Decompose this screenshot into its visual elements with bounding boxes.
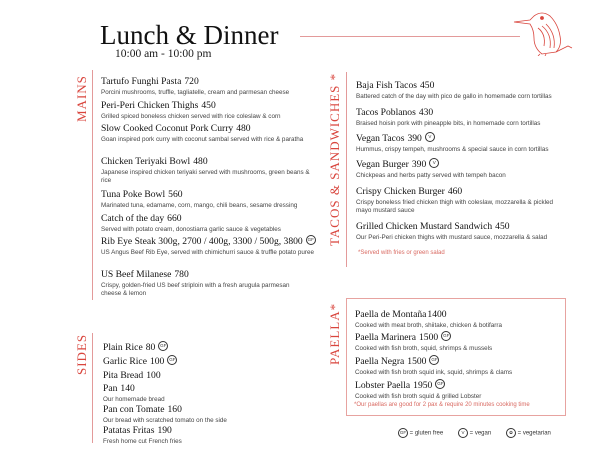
section-label-paella-text: PAELLA <box>327 310 342 365</box>
opening-hours: 10:00 am - 10:00 pm <box>115 48 212 60</box>
gluten-free-icon: GF <box>429 355 439 365</box>
item-price: 1500 <box>407 356 427 367</box>
tacos-rule <box>346 72 347 267</box>
item-price: 450 <box>201 100 216 111</box>
item-name: Pita Bread <box>103 370 144 381</box>
item-price: 780 <box>174 269 189 280</box>
legend-vegan <box>458 428 491 438</box>
mains-rule <box>92 70 93 300</box>
item-name: Patatas Fritas <box>103 425 155 436</box>
menu-item <box>356 216 581 242</box>
sides-rule <box>92 333 93 443</box>
item-name: Plain Rice <box>103 342 143 353</box>
item-name: Slow Cooked Coconut Pork Curry <box>101 123 234 134</box>
gluten-free-icon: GF <box>398 428 408 438</box>
item-price: 1950 <box>413 380 433 391</box>
header-divider <box>300 36 520 37</box>
item-description: Chickpeas and herbs patty served with tempeh bacon <box>356 172 506 179</box>
menu-item <box>101 151 311 185</box>
item-description: Braised hoisin pork with pineapple bits, in homemade corn tortillas <box>356 120 541 127</box>
item-name: US Beef Milanese <box>101 269 172 280</box>
item-name: Rib Eye Steak 300g, 2700 / 400g, 3300 / 500g, 3800 <box>101 236 303 247</box>
item-name: Baja Fish Tacos <box>356 80 417 91</box>
vegan-icon: V <box>458 428 468 438</box>
item-description: Our Peri-Peri chicken thighs with mustard sauce, mozzarella & salad <box>356 234 548 241</box>
item-description: Marinated tuna, edamame, corn, mango, chili beans, sesame dressing <box>101 202 298 209</box>
item-description: Grilled spiced boneless chicken served with rice coleslaw & corn <box>101 113 281 120</box>
item-name: Pan <box>103 383 118 394</box>
vegan-icon: V <box>425 132 435 142</box>
legend-label: = gluten free <box>409 430 444 437</box>
item-description: Our homemade bread <box>103 396 165 403</box>
menu-item <box>101 184 331 210</box>
item-name: Paella Negra <box>355 356 405 367</box>
gluten-free-icon: GF <box>435 379 445 389</box>
item-price: 140 <box>120 383 135 394</box>
item-price: 1500 <box>419 332 439 343</box>
item-name: Lobster Paella <box>355 380 411 391</box>
item-description: Fresh home cut French fries <box>103 438 182 445</box>
section-label-tacos: TACOS & SANDWICHES * <box>327 72 342 246</box>
item-name: Peri-Peri Chicken Thighs <box>101 100 199 111</box>
menu-item <box>101 264 311 298</box>
item-description: Crispy boneless fried chicken thigh with coleslaw, mozzarella & pickled mayo mustard sauce <box>356 199 554 214</box>
menu-item <box>355 327 492 353</box>
tacos-note: *Served with fries or green salad <box>358 250 445 256</box>
item-price: 80 <box>145 342 156 353</box>
item-price: 660 <box>167 213 182 224</box>
gluten-free-icon: GF <box>441 331 451 341</box>
item-price: 450 <box>419 80 435 91</box>
menu-item <box>356 128 581 154</box>
item-name: Paella Marinera <box>355 332 416 343</box>
item-price: 100 <box>149 356 165 367</box>
item-price: 190 <box>157 425 172 436</box>
menu-item <box>101 71 331 97</box>
menu-item <box>355 375 481 401</box>
item-name: Chicken Teriyaki Bowl <box>101 156 191 167</box>
vegetarian-icon: ✿ <box>506 428 516 438</box>
item-description: Cooked with fish broth, squid, shrimps & mussels <box>355 345 493 352</box>
item-name: Vegan Tacos <box>356 133 405 144</box>
legend-label: = vegan <box>469 430 492 437</box>
gluten-free-icon: GF <box>167 355 177 365</box>
gluten-free-icon: GF <box>158 341 168 351</box>
item-name: Vegan Burger <box>356 159 409 170</box>
item-description: Hummus, crispy tempeh, mushrooms & special sauce in corn tortillas <box>356 146 549 153</box>
item-description: Crispy, golden-fried US beef striploin with a fresh arugula parmesan cheese & lemon <box>101 282 290 297</box>
item-name: Garlic Rice <box>103 356 147 367</box>
section-label-sides: SIDES <box>74 333 89 375</box>
item-name: Crispy Chicken Burger <box>356 186 445 197</box>
item-price: 560 <box>168 189 183 200</box>
section-label-paella: PAELLA* <box>327 302 342 365</box>
item-description: Porcini mushrooms, truffle, tagliatelle, cream and parmesan cheese <box>101 89 290 96</box>
menu-item <box>356 181 566 215</box>
section-label-mains: MAINS <box>74 75 89 122</box>
menu-item <box>356 102 581 128</box>
kingfisher-bird-icon <box>512 8 576 56</box>
menu-item <box>101 118 316 144</box>
item-price: 390 <box>411 159 427 170</box>
item-description: US Angus Beef Rib Eye, served with chimichurri sauce & truffle potato puree <box>101 249 315 256</box>
item-price: 720 <box>184 76 199 87</box>
item-description: Japanese inspired chicken teriyaki served with mushrooms, green beans & rice <box>101 169 310 184</box>
item-description: Goan inspired pork curry with coconut sambal served with rice & paratha <box>101 136 304 143</box>
menu-item <box>355 351 512 377</box>
item-price: 480 <box>236 123 251 134</box>
item-description: Cooked with fish broth squid ink, squid, shrimps & clams <box>355 369 513 376</box>
item-price: 460 <box>447 186 463 197</box>
vegan-icon: V <box>429 158 439 168</box>
legend-label: = vegetarian <box>517 430 551 437</box>
menu-item <box>356 154 581 180</box>
item-description: Served with potato cream, donostiarra garlic sauce & vegetables <box>101 226 281 233</box>
menu-item <box>103 420 182 446</box>
menu-item <box>356 75 581 101</box>
gluten-free-icon: GF <box>306 235 316 245</box>
item-name: Tuna Poke Bowl <box>101 189 166 200</box>
item-name: Paella de Montaña <box>355 309 427 320</box>
item-name: Tacos Poblanos <box>356 107 416 118</box>
item-description: Battered catch of the day with pico de gallo in homemade corn tortillas <box>356 93 552 100</box>
item-price: 390 <box>407 133 422 144</box>
section-label-tacos-text: TACOS & SANDWICHES <box>327 84 342 246</box>
item-name: Grilled Chicken Mustard Sandwich <box>356 221 493 232</box>
item-name: Pan con Tomate <box>103 404 165 415</box>
item-price: 1400 <box>427 309 447 320</box>
page-title: Lunch & Dinner <box>100 20 279 50</box>
legend-gluten-free <box>398 428 443 438</box>
item-price: 450 <box>495 221 510 232</box>
item-price: 480 <box>193 156 208 167</box>
paella-note: *Our paellas are good for 2 pax & require 20 minutes cooking time <box>354 402 530 408</box>
item-name: Tartufo Funghi Pasta <box>101 76 182 87</box>
item-price: 100 <box>146 370 161 381</box>
item-description: Cooked with meat broth, shiitake, chicken & botifarra <box>355 322 502 329</box>
legend-vegetarian <box>506 428 551 438</box>
item-name: Catch of the day <box>101 213 165 224</box>
item-description: Our bread with scratched tomato on the side <box>103 417 227 424</box>
item-description: Cooked with fish broth squid & grilled Lobster <box>355 393 482 400</box>
item-price: 160 <box>167 404 182 415</box>
item-price: 430 <box>418 107 434 118</box>
menu-item <box>101 231 316 257</box>
